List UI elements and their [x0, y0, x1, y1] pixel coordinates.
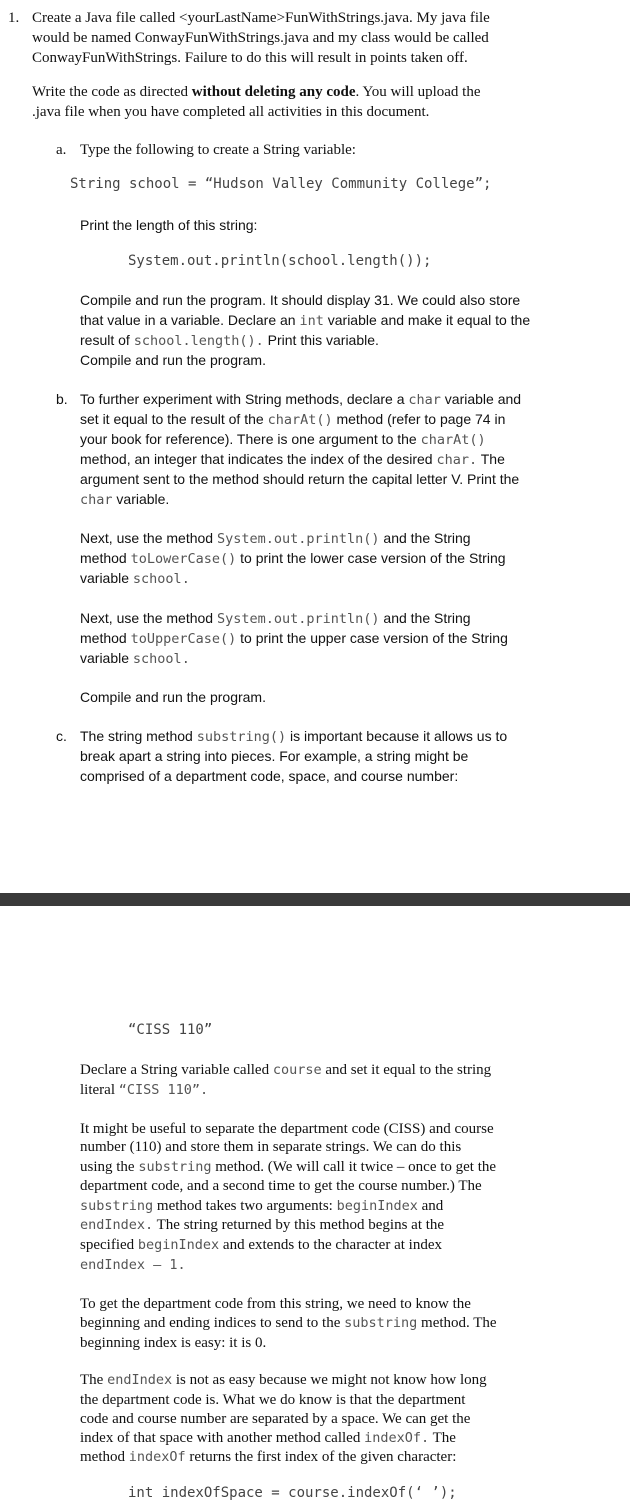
a-para-line4: Compile and run the program. — [80, 352, 266, 368]
a-para-line3: result of school.length(). Print this variable. — [80, 332, 379, 349]
a-para-line2: that value in a variable. Declare an int variable and make it equal to the — [80, 312, 531, 329]
declare-course-line2: literal “CISS 110”. — [80, 1082, 209, 1098]
item1-line3: ConwayFunWithStrings. Failure to do this will result in points taken off. — [32, 50, 468, 66]
substring-para-line6: endIndex. The string returned by this method begins at the — [80, 1217, 445, 1233]
c-line1: The string method substring() is important because it allows us to — [80, 728, 508, 745]
endindex-para-line5: method indexOf returns the first index of the given character: — [80, 1449, 457, 1465]
substring-para-line2: number (110) and store them in separate strings. We can do this — [80, 1139, 462, 1155]
endindex-para-line3: code and course number are separated by a space. We can get the — [80, 1411, 471, 1427]
page-break-divider — [0, 893, 630, 906]
sub-item-letter-b: b. — [56, 391, 68, 407]
b-compile-text: Compile and run the program. — [80, 689, 266, 705]
substring-para-line7: specified beginIndex and extends to the character at index — [80, 1237, 442, 1253]
substring-para-line8: endIndex – 1. — [80, 1257, 186, 1273]
item1-line1: Create a Java file called <yourLastName>FunWithStrings.java. My java file — [32, 10, 490, 26]
b-lower-line2: method toLowerCase() to print the lower case version of the String — [80, 550, 506, 567]
b-line6: char variable. — [80, 491, 170, 508]
department-para-line2: beginning and ending indices to send to the substring method. The — [80, 1315, 497, 1331]
b-line1: To further experiment with String methods, declare a char variable and — [80, 391, 522, 408]
substring-para-line1: It might be useful to separate the department code (CISS) and course — [80, 1121, 494, 1137]
code-indexof-space: int indexOfSpace = course.indexOf(‘ ’); — [128, 1485, 457, 1501]
b-lower-line3: variable school. — [80, 570, 190, 587]
code-ciss-literal: “CISS 110” — [128, 1022, 213, 1038]
sub-item-a-heading: Type the following to create a String variable: — [80, 142, 356, 158]
b-upper-line3: variable school. — [80, 650, 190, 667]
c-line3: comprised of a department code, space, and course number: — [80, 768, 459, 784]
endindex-para-line1: The endIndex is not as easy because we might not know how long — [80, 1372, 487, 1388]
c-line2: break apart a string into pieces. For example, a string might be — [80, 748, 469, 764]
department-para-line3: beginning index is easy: it is 0. — [80, 1335, 267, 1351]
substring-para-line4: department code, and a second time to get the course number.) The — [80, 1178, 482, 1194]
b-upper-line1: Next, use the method System.out.println() and the String — [80, 610, 471, 627]
endindex-para-line2: the department code is. What we do know is that the department — [80, 1392, 466, 1408]
b-line5: argument sent to the method should return the capital letter V. Print the — [80, 471, 520, 487]
emphasis: without deleting any code — [191, 84, 356, 100]
item1-line2: would be named ConwayFunWithStrings.java and my class would be called — [32, 30, 489, 46]
sub-item-letter-c: c. — [56, 728, 67, 744]
department-para-line1: To get the department code from this string, we need to know the — [80, 1296, 471, 1312]
substring-para-line3: using the substring method. (We will call it twice – once to get the — [80, 1159, 497, 1175]
endindex-para-line4: index of that space with another method called indexOf. The — [80, 1430, 456, 1446]
b-lower-line1: Next, use the method System.out.println() and the String — [80, 530, 471, 547]
substring-para-line5: substring method takes two arguments: beginIndex and — [80, 1198, 444, 1214]
sub-item-letter-a: a. — [56, 142, 67, 158]
b-upper-line2: method toUpperCase() to print the upper case version of the String — [80, 630, 508, 647]
b-line2: set it equal to the result of the charAt() method (refer to page 74 in — [80, 411, 506, 428]
b-line3: your book for reference). There is one argument to the charAt() — [80, 431, 486, 448]
b-line4: method, an integer that indicates the index of the desired char. The — [80, 451, 505, 468]
code-println-length: System.out.println(school.length()); — [128, 253, 432, 269]
declare-course-line1: Declare a String variable called course and set it equal to the string — [80, 1062, 492, 1078]
a-para-line1: Compile and run the program. It should display 31. We could also store — [80, 292, 521, 308]
item-number: 1. — [8, 10, 20, 26]
item1-instructions-line1: Write the code as directed without deleting any code. You will upload the — [32, 84, 481, 100]
print-length-text: Print the length of this string: — [80, 217, 258, 233]
code-string-school: String school = “Hudson Valley Community College”; — [70, 176, 492, 192]
item1-instructions-line2: .java file when you have completed all activities in this document. — [32, 104, 430, 120]
